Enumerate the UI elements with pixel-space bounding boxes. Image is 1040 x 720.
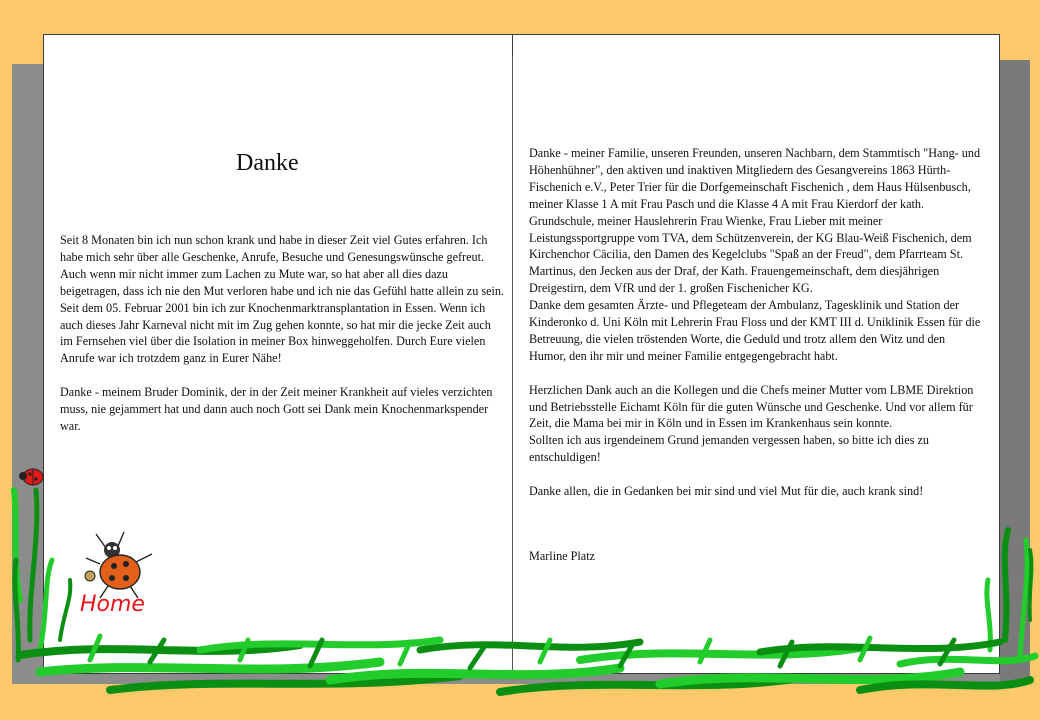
signature: Marline Platz	[529, 549, 595, 563]
book-shadow-edge	[1000, 60, 1030, 684]
right-paragraph-all: Danke allen, die in Gedanken bei mir sind und viel Mut für die, auch krank sind!	[529, 484, 924, 499]
left-paragraph-intro: Seit 8 Monaten bin ich nun schon krank und habe in dieser Zeit viel Gutes erfahren. Ich habe mich sehr über alle Geschenke, Anrufe, Besuche und Genesungswünsche gefreut. Auch wenn mir nicht immer zum Lachen zu Mute war, so hat aber all dies dazu beigetragen, dass ich nie den Mut verloren habe und ich nie das Gefühl hatte allein zu sein. Seit dem 05. Februar 2001 bin ich zur Knochenmarktransplantation in Essen. Wenn ich auch dieses Jahr Karneval nicht mit im Zug gehen konnte, so hat mir die jecke Zeit auch im Fernsehen viel über die Isolation in meiner Box hinweggeholfen. Durch Eure vielen Anrufe war ich trotzdem ganz in Eurer Nähe!	[60, 233, 505, 366]
home-link[interactable]: Home	[80, 592, 145, 617]
ladybug-icon	[18, 466, 46, 488]
page-title: Danke	[236, 150, 299, 176]
book-spine	[512, 56, 513, 674]
right-page-text	[529, 145, 984, 500]
right-paragraph-thanks: Danke - meiner Familie, unseren Freunden, unseren Nachbarn, dem Stammtisch "Hang- und Höhenhühner", den aktiven und inaktiven Mitgliedern des Gesangvereins 1863 Hürth-Fischenich e.V., Peter Trier für die Dorfgemeinschaft Fischenich , dem Haus Hülsenbusch, meiner Klasse 1 A mit Frau Pasch und die Klasse 4 A mit Frau Kierdorf der kath. Grundschule, meiner Hauslehrerin Frau Wienke, Frau Lieber mit meiner Leistungssportgruppe vom TVA, dem Schützenverein, der KG Blau-Weiß Fischenich, dem Kirchenchor Cäcilia, den Damen des Kegelclubs "Spaß an der Freud", dem Pfarrteam St. Martinus, den Jecken aus der Draf, der Kath. Frauengemeinschaft, dem diesjährigen Dreigestirn, dem VfR und der 1. großen Fischenicher KG. Danke dem gesamten Ärzte- und Pflegeteam der Ambulanz, Tagesklinik und Station der Kinderonko d. Uni Köln mit Lehrerin Frau Floss und der KMT III d. Uniklinik Essen für die Betreuung, die vielen tröstenden Worte, die Geduld und trotz allem den Witz und den Humor, den ihr mir und meiner Familie entgegengebracht habt.	[529, 146, 981, 363]
ladybug-icon	[78, 528, 158, 600]
left-page-text	[60, 232, 505, 435]
left-paragraph-brother: Danke - meinem Bruder Dominik, der in der Zeit meiner Krankheit auf vieles verzichten muss, nie gejammert hat und dann auch noch Gott sei Dank mein Knochenmarkspender war.	[60, 385, 493, 433]
right-paragraph-colleagues: Herzlichen Dank auch an die Kollegen und die Chefs meiner Mutter vom LBME Direktion und Betriebsstelle Eichamt Köln für die guten Wünsche und Geschenke. Und vor allem für Zeit, die Mama bei mir in Köln und in Essen im Krankenhaus sein konnte. Sollten ich aus irgendeinem Grund jemanden vergessen haben, so bitte ich dies zu entschuldigen!	[529, 382, 974, 465]
